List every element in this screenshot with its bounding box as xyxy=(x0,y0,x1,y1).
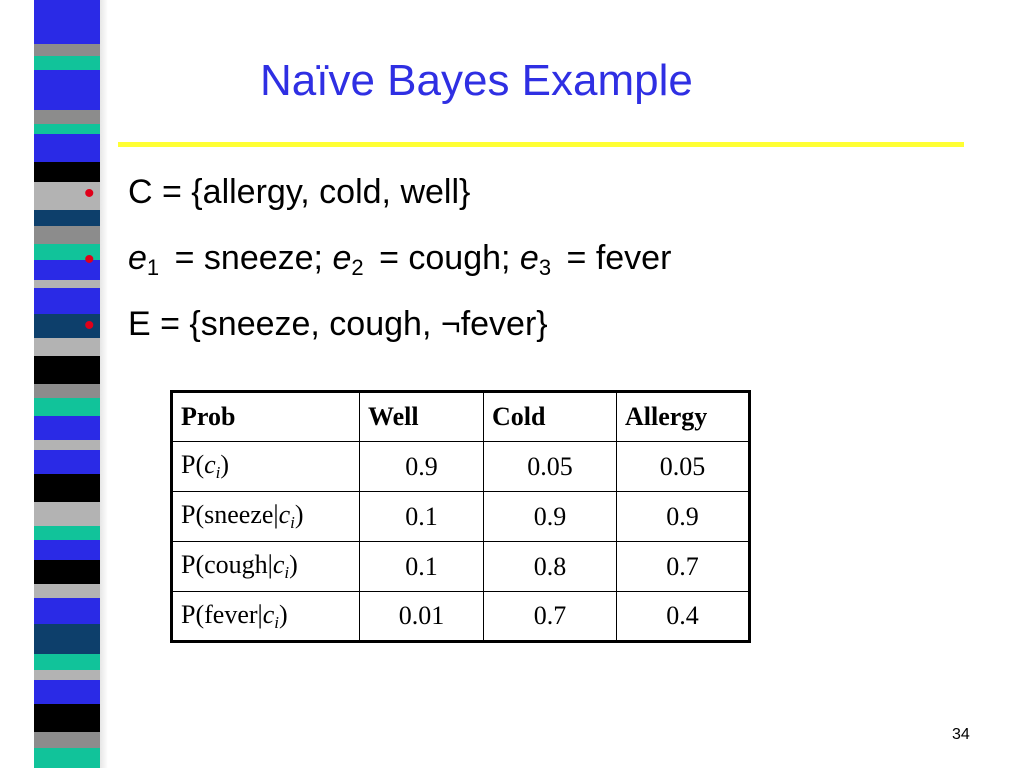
stripe-segment xyxy=(34,56,100,70)
row-label xyxy=(172,592,360,642)
probability-table xyxy=(170,390,751,643)
label-var: c xyxy=(204,450,216,479)
table-cell: 0.1 xyxy=(360,492,484,542)
bullet-dot-icon: • xyxy=(84,177,95,210)
label-var: c xyxy=(278,500,291,529)
table-cell: 0.9 xyxy=(360,442,484,492)
label-sub: i xyxy=(215,463,221,482)
decorative-stripe xyxy=(34,0,100,768)
row-label xyxy=(172,542,360,592)
bullet-segment: = fever xyxy=(557,239,672,277)
table-header-cell: Prob xyxy=(172,392,360,442)
table-cell: 0.05 xyxy=(484,442,617,492)
bullet-list xyxy=(84,168,671,366)
subscript: 1 xyxy=(146,255,160,280)
stripe-segment xyxy=(34,0,100,44)
table-row xyxy=(172,492,750,542)
label-sub: i xyxy=(284,563,290,582)
table-row xyxy=(172,592,750,642)
page-number: 34 xyxy=(952,726,970,743)
stripe-segment xyxy=(34,398,100,416)
table-cell: 0.4 xyxy=(617,592,750,642)
bullet-text xyxy=(128,234,671,292)
var-e: e xyxy=(128,239,147,277)
table-row xyxy=(172,442,750,492)
var-e: e xyxy=(519,239,539,277)
stripe-segment xyxy=(34,560,100,584)
stripe-segment xyxy=(34,502,100,526)
slide-title: Naïve Bayes Example xyxy=(260,56,693,105)
label-text: P(sneeze| xyxy=(181,500,279,529)
bullet-dot-icon: • xyxy=(84,243,95,276)
subscript: 2 xyxy=(351,255,364,280)
table-cell: 0.9 xyxy=(617,492,750,542)
stripe-segment xyxy=(34,624,100,654)
label-text: ) xyxy=(289,550,298,579)
stripe-shadow xyxy=(100,0,108,768)
label-text: ) xyxy=(279,599,288,629)
bullet-item xyxy=(84,234,671,300)
stripe-segment xyxy=(34,680,100,704)
bullet-dot-icon: • xyxy=(84,309,95,342)
stripe-segment xyxy=(34,598,100,624)
table-cell: 0.1 xyxy=(360,542,484,592)
bullet-segment: = cough; xyxy=(369,239,520,277)
table-cell: 0.7 xyxy=(617,542,750,592)
stripe-segment xyxy=(34,110,100,124)
stripe-segment xyxy=(34,654,100,670)
table-header-row xyxy=(172,392,750,442)
stripe-segment xyxy=(34,416,100,440)
table-row xyxy=(172,542,750,592)
stripe-segment xyxy=(34,526,100,540)
bullet-segment: = sneeze; xyxy=(165,239,333,277)
table-header-cell: Cold xyxy=(484,392,617,442)
stripe-segment xyxy=(34,732,100,748)
label-text: P(fever| xyxy=(181,599,263,629)
bullet-item xyxy=(84,300,671,366)
table-cell: 0.01 xyxy=(360,592,484,642)
table-header-cell: Well xyxy=(360,392,484,442)
stripe-segment xyxy=(34,704,100,732)
stripe-segment xyxy=(34,134,100,162)
stripe-segment xyxy=(34,474,100,502)
label-text: ) xyxy=(220,450,230,479)
label-text: ) xyxy=(294,500,304,529)
stripe-segment xyxy=(34,440,100,450)
stripe-segment xyxy=(34,70,100,110)
label-sub: i xyxy=(290,513,295,532)
table-header-cell: Allergy xyxy=(617,392,750,442)
row-label xyxy=(172,442,360,492)
var-e: e xyxy=(332,239,352,277)
row-label xyxy=(172,492,360,542)
stripe-segment xyxy=(34,670,100,680)
bullet-text: C = {allergy, cold, well} xyxy=(128,173,471,211)
table-cell: 0.05 xyxy=(617,442,750,492)
stripe-segment xyxy=(34,450,100,474)
bullet-text: E = {sneeze, cough, ¬fever} xyxy=(128,305,548,343)
stripe-segment xyxy=(34,584,100,598)
table-cell: 0.8 xyxy=(484,542,617,592)
stripe-segment xyxy=(34,44,100,56)
table-cell: 0.9 xyxy=(484,492,617,542)
bullet-item xyxy=(84,168,671,234)
label-text: P(cough| xyxy=(181,550,273,579)
table-cell: 0.7 xyxy=(484,592,617,642)
stripe-segment xyxy=(34,748,100,768)
label-sub: i xyxy=(274,612,280,632)
label-text: P( xyxy=(181,450,205,479)
subscript: 3 xyxy=(538,255,552,280)
stripe-segment xyxy=(34,384,100,398)
stripe-segment xyxy=(34,124,100,134)
title-underline xyxy=(118,142,964,147)
label-var: c xyxy=(272,550,285,579)
label-var: c xyxy=(262,599,275,629)
stripe-segment xyxy=(34,540,100,560)
